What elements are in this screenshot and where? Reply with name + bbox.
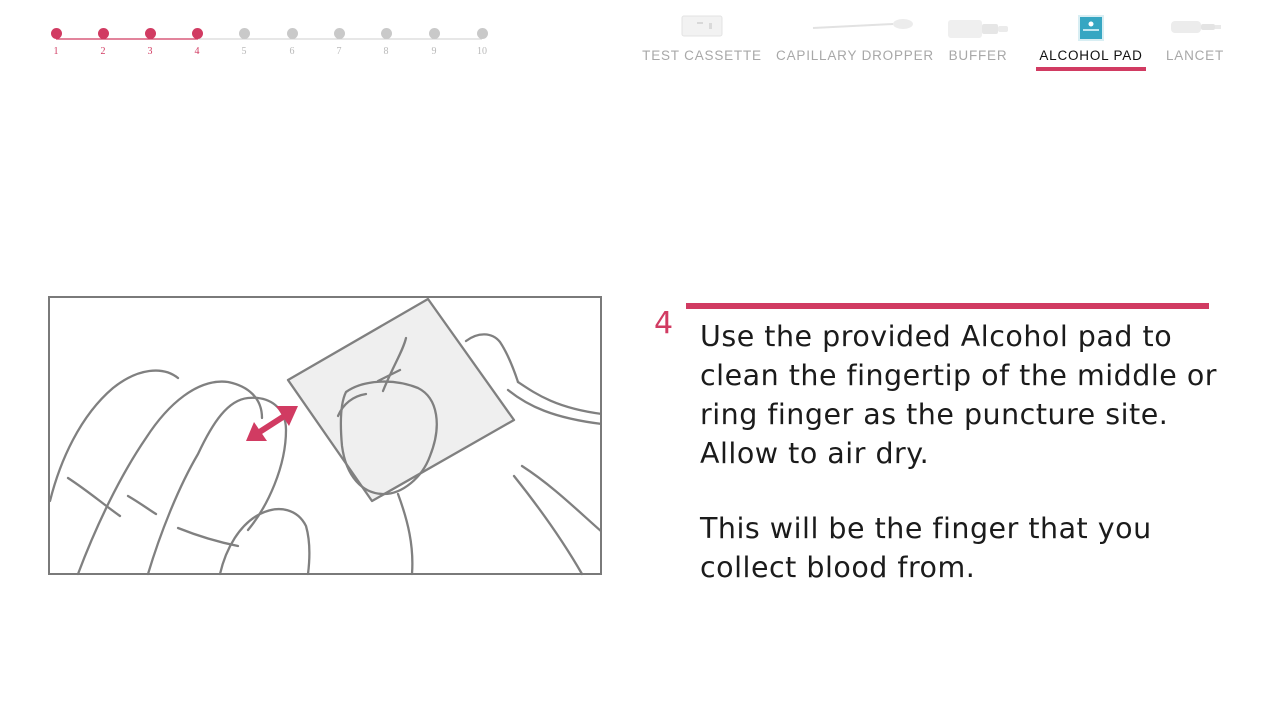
step-8[interactable] (366, 28, 406, 57)
kit-item-label: ALCOHOL PAD (1039, 48, 1143, 63)
test-cassette-icon (681, 14, 723, 38)
step-number: 10 (477, 46, 487, 57)
step-dot (145, 28, 156, 39)
instruction-text: Use the provided Alcohol pad to clean the fingertip of the middle or ring finger as the puncture site. Allow to air dry. (700, 320, 1218, 470)
instruction-step-number: 4 (654, 306, 674, 341)
step-number: 1 (53, 46, 59, 57)
step-number: 7 (336, 46, 342, 57)
step-5[interactable] (224, 28, 264, 57)
step-9[interactable] (414, 28, 454, 57)
kit-item-label: TEST CASSETTE (642, 48, 762, 63)
step-number: 5 (241, 46, 247, 57)
step-dot (287, 28, 298, 39)
illustration-frame (49, 297, 601, 574)
capillary-dropper-icon (793, 14, 917, 36)
step-3[interactable] (130, 28, 170, 57)
step-6[interactable] (272, 28, 312, 57)
step-4[interactable] (177, 28, 217, 57)
step-dot (239, 28, 250, 39)
step-dot (477, 28, 488, 39)
alcohol-pad-icon (1077, 14, 1105, 42)
cleaning-fingertip-illustration (48, 296, 602, 576)
kit-item-capillary-dropper[interactable] (775, 10, 935, 76)
step-dot (381, 28, 392, 39)
instruction-rule (686, 303, 1209, 309)
step-number: 8 (383, 46, 389, 57)
progress-stepper (40, 22, 500, 72)
step-7[interactable] (319, 28, 359, 57)
kit-item-label: BUFFER (948, 48, 1008, 63)
step-dot (51, 28, 62, 39)
step-dot (334, 28, 345, 39)
kit-item-alcohol-pad[interactable] (1036, 10, 1146, 76)
step-dot (429, 28, 440, 39)
kit-item-test-cassette[interactable] (642, 10, 762, 76)
step-dot (192, 28, 203, 39)
step-dot (98, 28, 109, 39)
buffer-bottle-icon (944, 14, 1012, 40)
kit-item-label: CAPILLARY DROPPER (776, 48, 934, 63)
step-2[interactable] (83, 28, 123, 57)
kit-item-lancet[interactable] (1162, 10, 1228, 76)
step-number: 3 (147, 46, 153, 57)
step-10[interactable] (462, 28, 502, 57)
step-number: 9 (431, 46, 437, 57)
active-indicator (1036, 67, 1146, 71)
kit-item-label: LANCET (1165, 48, 1225, 63)
kit-item-buffer[interactable] (946, 10, 1010, 76)
step-1[interactable] (36, 28, 76, 57)
step-number: 6 (289, 46, 295, 57)
double-arrow-icon (246, 406, 298, 441)
lancet-icon (1165, 14, 1225, 38)
instruction-note: This will be the finger that you collect blood from. (700, 512, 1152, 584)
step-number: 4 (194, 46, 200, 57)
step-number: 2 (100, 46, 106, 57)
